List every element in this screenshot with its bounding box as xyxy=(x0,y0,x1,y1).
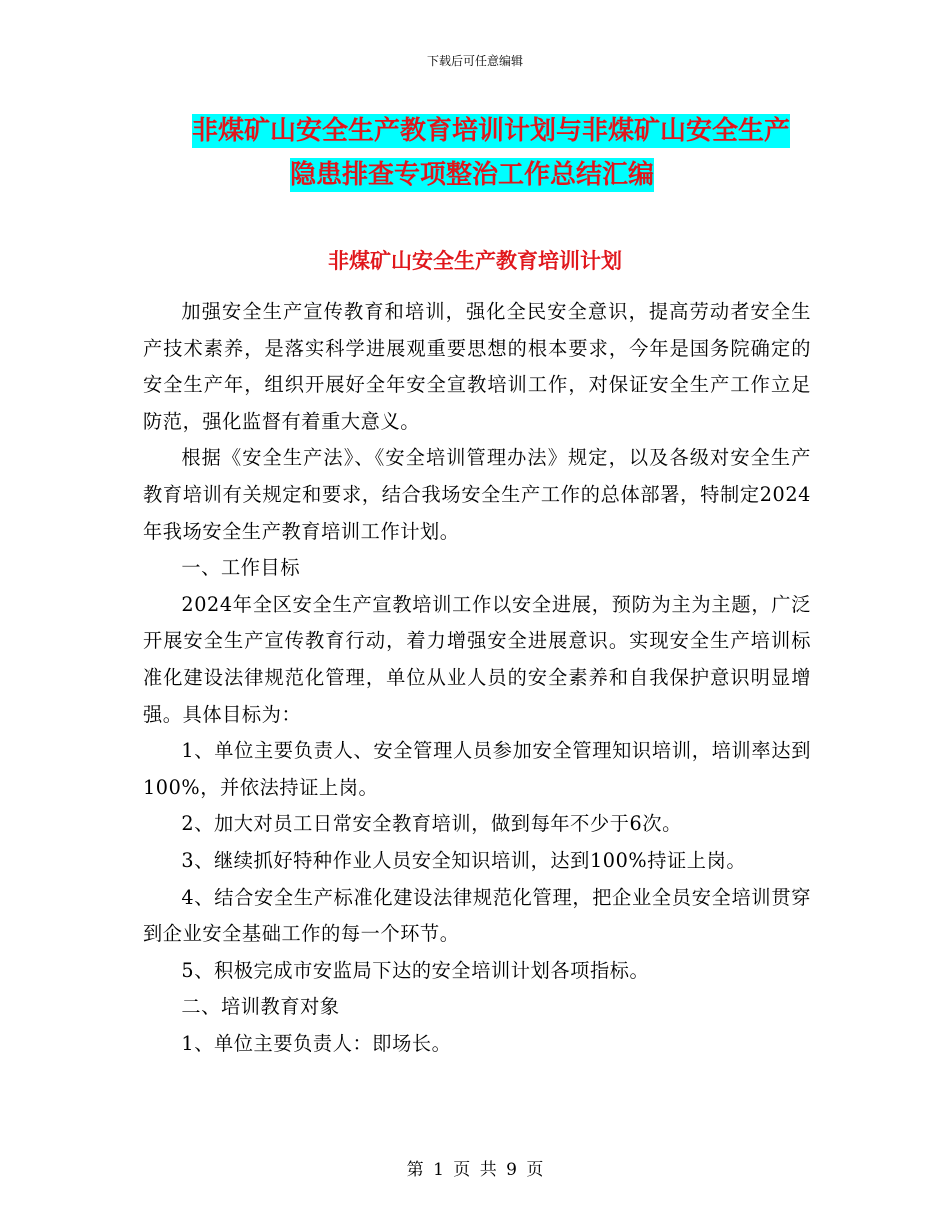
heading-work-goals: 一、工作目标 xyxy=(181,556,301,580)
list-item: 5、积极完成市安监局下达的安全培训计划各项指标。 xyxy=(181,958,650,982)
document-title-line1: 非煤矿山安全生产教育培训计划与非煤矿山安全生产 xyxy=(192,116,791,146)
body-text xyxy=(143,294,811,1062)
list-item: 1、单位主要负责人、安全管理人员参加安全管理知识培训，培训率达到100%，并依法持证上岗。 xyxy=(143,739,811,799)
paragraph: 2024年全区安全生产宣教培训工作以安全进展，预防为主为主题，广泛开展安全生产宣传教育行动，着力增强安全进展意识。实现安全生产培训标准化建设法律规范化管理，单位从业人员的安全素养和自我保护意识明显增强。具体目标为： xyxy=(143,592,811,726)
document-title-line2: 隐患排查专项整治工作总结汇编 xyxy=(290,160,655,190)
document-title xyxy=(188,109,828,197)
header-note: 下载后可任意编辑 xyxy=(426,54,523,68)
list-item: 1、单位主要负责人：即场长。 xyxy=(181,1031,452,1055)
heading-training-targets: 二、培训教育对象 xyxy=(181,995,340,1019)
paragraph: 加强安全生产宣传教育和培训，强化全民安全意识，提高劳动者安全生产技术素养，是落实科学进展观重要思想的根本要求，今年是国务院确定的安全生产年，组织开展好全年安全宣教培训工作，对保证安全生产工作立足防范，强化监督有着重大意义。 xyxy=(143,300,811,433)
paragraph: 根据《安全生产法》、《安全培训管理办法》规定，以及各级对安全生产教育培训有关规定和要求，结合我场安全生产工作的总体部署，特制定2024年我场安全生产教育培训工作计划。 xyxy=(143,446,811,543)
list-item: 2、加大对员工日常安全教育培训，做到每年不少于6次。 xyxy=(181,812,682,836)
section-title: 非煤矿山安全生产教育培训计划 xyxy=(328,249,622,273)
list-item: 3、继续抓好特种作业人员安全知识培训，达到100%持证上岗。 xyxy=(181,848,747,872)
page-footer: 第 1 页 共 9 页 xyxy=(406,1160,544,1180)
list-item: 4、结合安全生产标准化建设法律规范化管理，把企业全员安全培训贯穿到企业安全基础工作的每一个环节。 xyxy=(143,885,811,946)
